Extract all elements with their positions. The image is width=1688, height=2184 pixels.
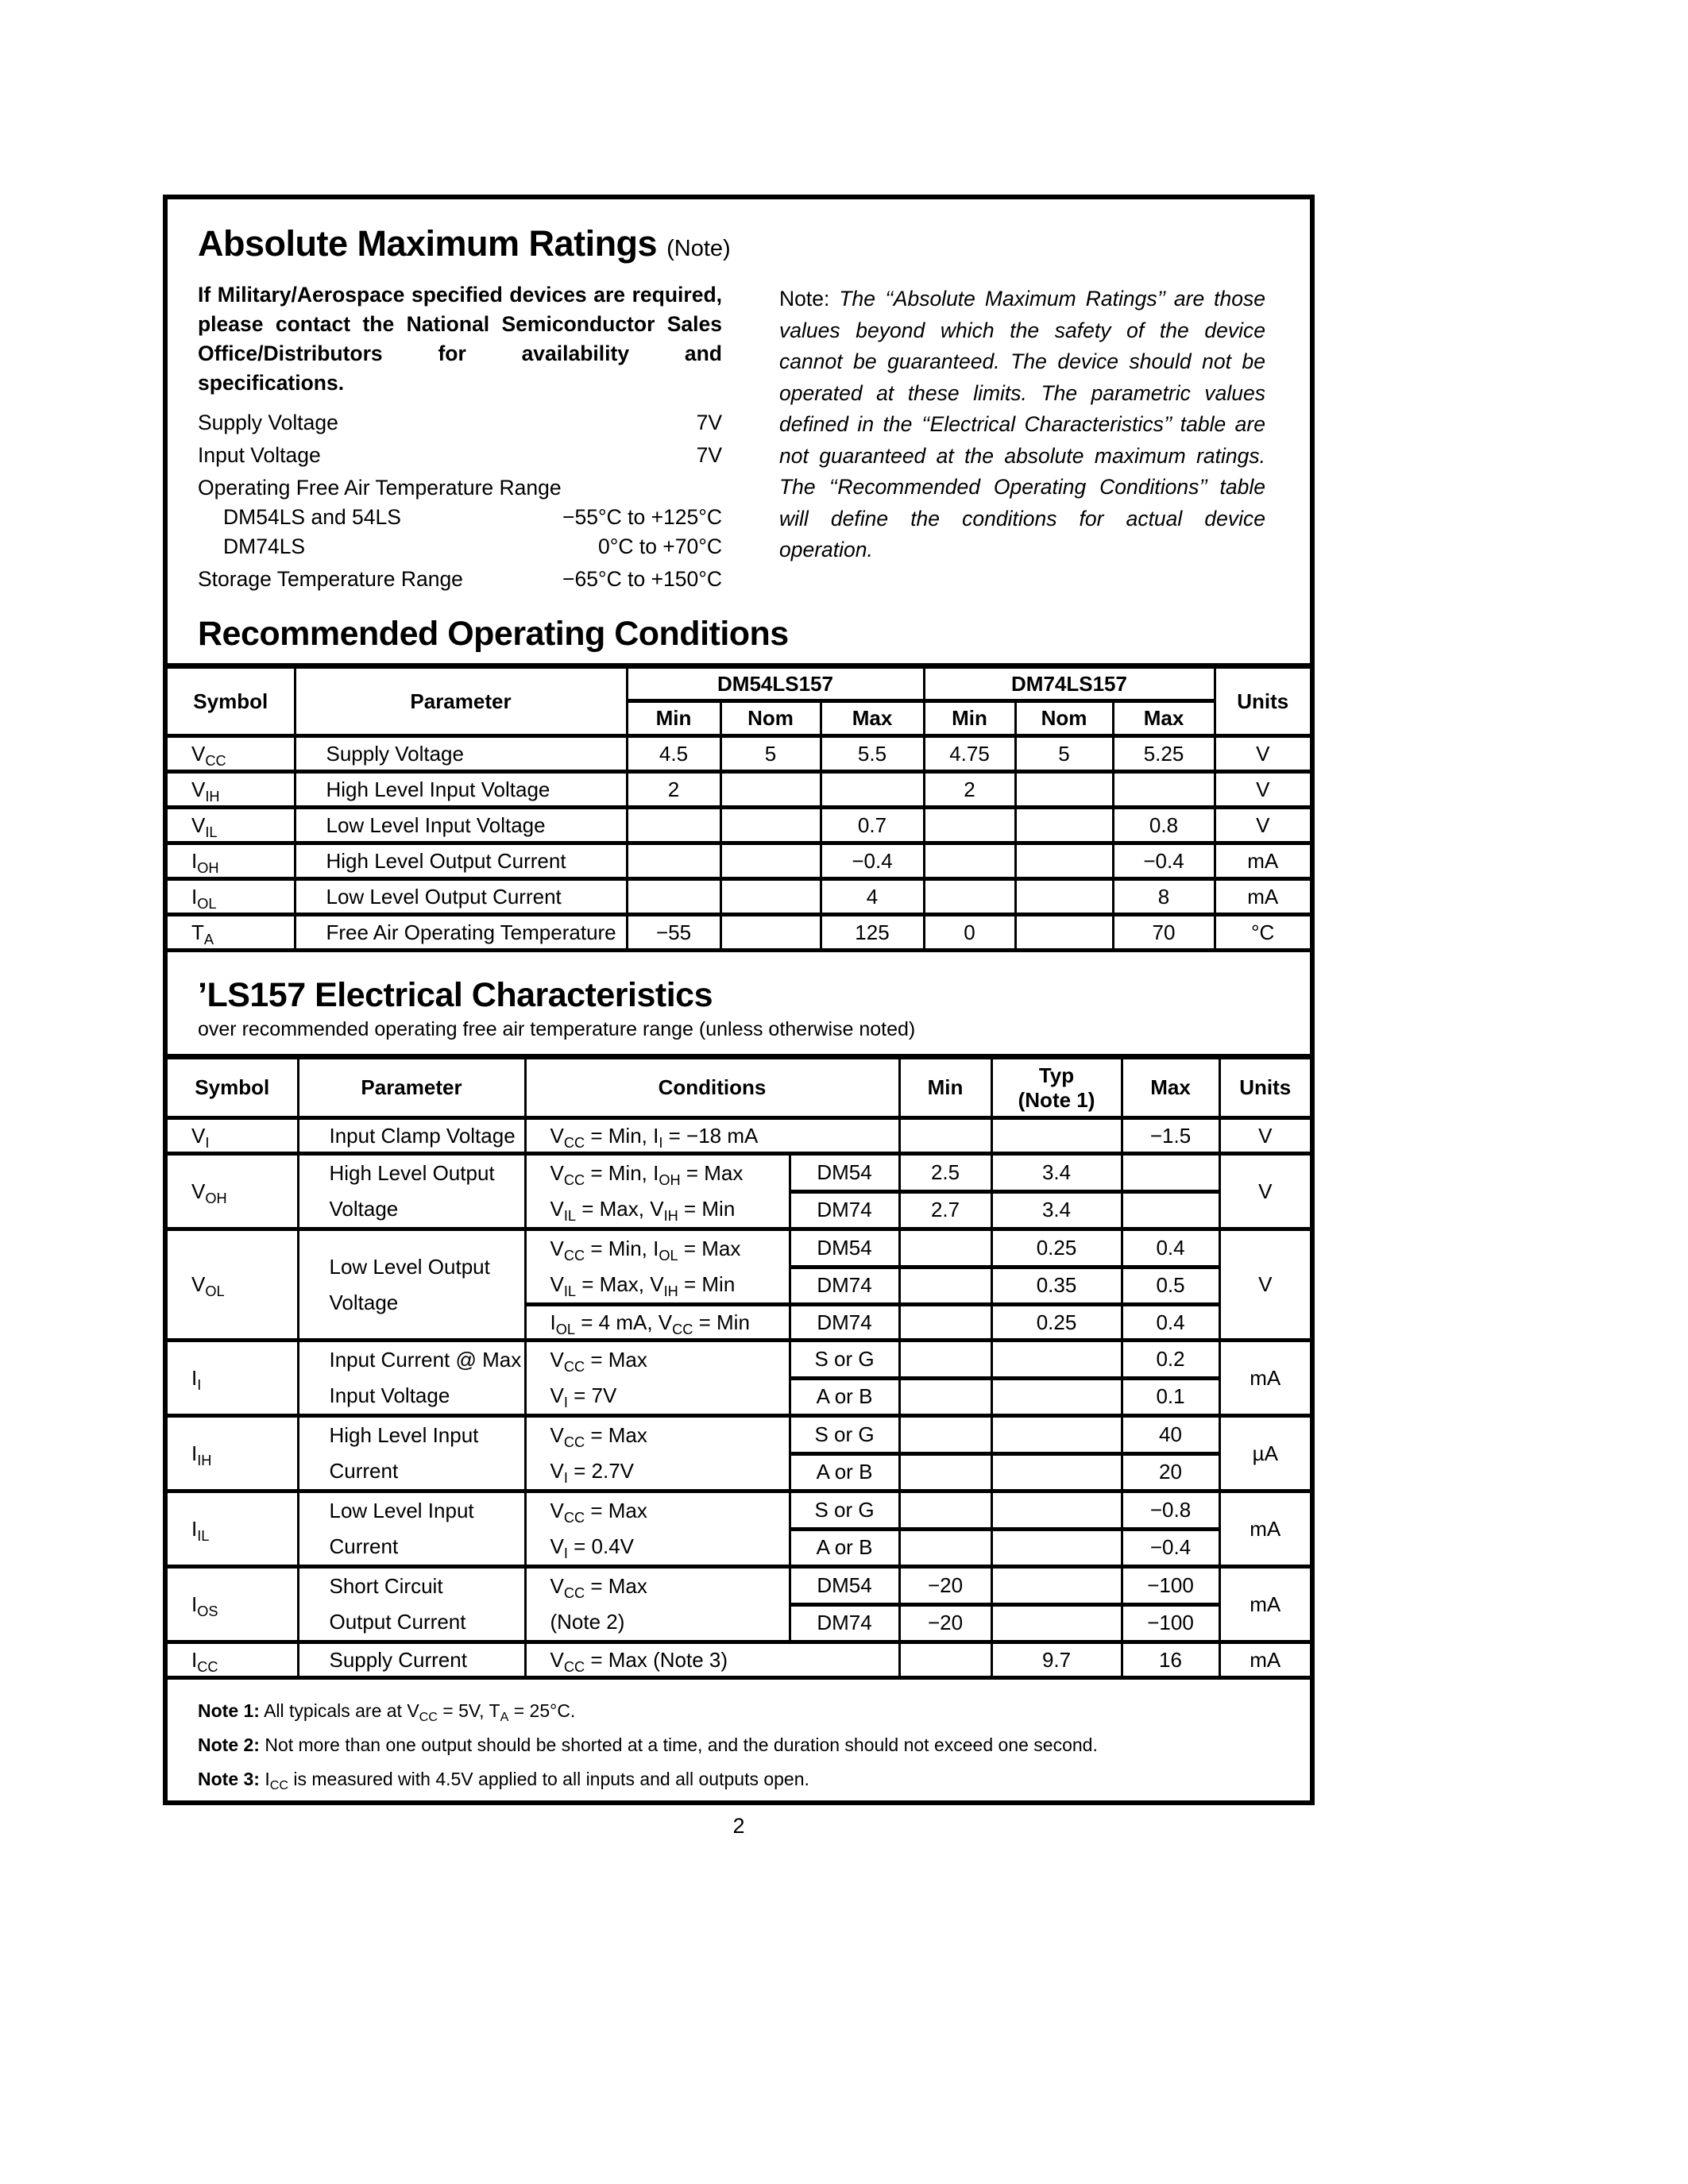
value-cell: [924, 843, 1015, 879]
footnote-text: Not more than one output should be shorted at a time, and the duration should not exceed one second.: [265, 1734, 1098, 1755]
table-row-vcc: [168, 736, 1310, 772]
spec-row-operating-temp-range: [198, 476, 722, 500]
typ-cell: [991, 1567, 1122, 1605]
table-row-ii-sorg: [168, 1341, 1310, 1379]
units-cell: µA: [1219, 1416, 1310, 1491]
value-cell: 4.75: [924, 736, 1015, 772]
value-cell: 0.8: [1113, 808, 1215, 843]
typ-cell: [991, 1529, 1122, 1567]
spec-label: Storage Temperature Range: [198, 567, 463, 591]
typ-cell: 0.25: [991, 1229, 1122, 1268]
value-cell: [627, 843, 720, 879]
condition-line: $V_I = 2.7V$: [550, 1459, 635, 1486]
ec-header-max: Max: [1122, 1057, 1219, 1118]
table-row-icc: [168, 1642, 1310, 1678]
condition-line: $V_{IL}$ = Max, $V_{IH}$ = Min: [550, 1272, 736, 1299]
signal-cell: A or B: [790, 1453, 899, 1491]
device-cell: DM74: [790, 1191, 899, 1229]
units-cell: V: [1219, 1229, 1310, 1341]
parameter-cell: [298, 1229, 525, 1341]
ec-header-typ: [991, 1057, 1122, 1118]
amr-military-notice: If Military/Aerospace specified devices are required, please contact the National Semiconductor Sales Office/Distributors for availability and specifications.: [198, 283, 722, 395]
max-cell: −100: [1122, 1567, 1219, 1605]
value-cell: −55: [627, 915, 720, 951]
spec-row-dm54ls-temp: [198, 505, 722, 529]
device-cell: DM54: [790, 1154, 899, 1192]
units-cell: mA: [1215, 843, 1310, 879]
spec-label: Input Voltage: [198, 443, 321, 467]
amr-columns: [198, 271, 1280, 591]
spec-row-input-voltage: [198, 443, 722, 467]
max-cell: 40: [1122, 1416, 1219, 1454]
units-cell: mA: [1219, 1642, 1310, 1678]
spec-row-dm74ls-temp: [198, 534, 722, 558]
condition-line: $V_{IL}$ = Max, $V_{IH}$ = Min: [550, 1197, 736, 1224]
value-cell: [720, 879, 821, 915]
conditions-cell: [525, 1567, 790, 1642]
units-cell: °C: [1215, 915, 1310, 951]
table-row-vih: [168, 772, 1310, 808]
value-cell: 5.25: [1113, 736, 1215, 772]
symbol-cell: $V_{CC}$: [168, 736, 295, 772]
amr-right-column: [779, 271, 1265, 591]
value-cell: [720, 915, 821, 951]
spec-value: −55°C to +125°C: [562, 505, 722, 529]
max-cell: −0.4: [1122, 1529, 1219, 1567]
spec-row-supply-voltage: [198, 411, 722, 434]
conditions-cell: $V_{CC}$ = Min, $I_I = -18$ mA: [525, 1118, 899, 1154]
recommended-operating-conditions-section: [168, 615, 1310, 952]
parameter-line: High Level Input: [329, 1423, 479, 1447]
min-cell: −20: [899, 1567, 991, 1605]
min-cell: [899, 1305, 991, 1341]
max-cell: 0.5: [1122, 1267, 1219, 1305]
device-cell: DM54: [790, 1567, 899, 1605]
parameter-cell: Supply Current: [298, 1642, 525, 1678]
max-cell: 16: [1122, 1642, 1219, 1678]
value-cell: 70: [1113, 915, 1215, 951]
max-cell: 0.4: [1122, 1229, 1219, 1268]
roc-header-min-54: Min: [627, 701, 720, 736]
parameter-cell: [298, 1567, 525, 1642]
table-row-ta: [168, 915, 1310, 951]
symbol-cell: $V_{IH}$: [168, 772, 295, 808]
table-row-vi: [168, 1118, 1310, 1154]
conditions-cell: $I_{OL} = 4$ mA, $V_{CC}$ = Min: [525, 1305, 790, 1341]
spec-label: Supply Voltage: [198, 411, 338, 434]
table-row-iol: [168, 879, 1310, 915]
footnotes: [198, 1700, 1280, 1793]
footnote-1: [198, 1700, 1280, 1725]
parameter-cell: Free Air Operating Temperature: [295, 915, 627, 951]
roc-header-nom-54: Nom: [720, 701, 821, 736]
spec-value: 0°C to +70°C: [598, 534, 722, 558]
table-row-ios-dm54: [168, 1567, 1310, 1605]
value-cell: [627, 879, 720, 915]
units-cell: mA: [1215, 879, 1310, 915]
roc-header-dm74ls157: DM74LS157: [924, 666, 1215, 701]
min-cell: −20: [899, 1604, 991, 1642]
max-cell: 20: [1122, 1453, 1219, 1491]
value-cell: [924, 879, 1015, 915]
value-cell: 5: [720, 736, 821, 772]
parameter-cell: High Level Output Current: [295, 843, 627, 879]
conditions-cell: [525, 1341, 790, 1416]
parameter-line: Input Current @ Max: [329, 1348, 522, 1372]
spec-row-storage-temp-range: [198, 567, 722, 591]
conditions-cell: [525, 1154, 790, 1229]
footnote-text: $I_{CC}$ is measured with 4.5V applied to all inputs and all outputs open.: [265, 1769, 809, 1793]
typ-cell: 9.7: [991, 1642, 1122, 1678]
signal-cell: S or G: [790, 1341, 899, 1379]
max-cell: −0.8: [1122, 1491, 1219, 1530]
units-cell: V: [1219, 1154, 1310, 1229]
units-cell: V: [1215, 772, 1310, 808]
amr-note-paragraph: [779, 284, 1265, 566]
condition-line: $V_{CC}$ = Max: [550, 1348, 647, 1375]
symbol-cell: $V_{OL}$: [168, 1229, 298, 1341]
device-cell: DM74: [790, 1267, 899, 1305]
table-row-iil-sorg: [168, 1491, 1310, 1530]
condition-line: $V_{CC}$ = Max: [550, 1423, 647, 1450]
value-cell: 125: [821, 915, 924, 951]
max-cell: [1122, 1191, 1219, 1229]
parameter-cell: [298, 1341, 525, 1416]
min-cell: [899, 1416, 991, 1454]
units-cell: V: [1215, 808, 1310, 843]
note-label: Note:: [779, 287, 830, 311]
condition-line: $V_I = 7V$: [550, 1383, 617, 1410]
electrical-characteristics-section: [168, 976, 1310, 1793]
typ-cell: 3.4: [991, 1191, 1122, 1229]
ec-header-typ-note: (Note 1): [1018, 1087, 1095, 1112]
value-cell: [627, 808, 720, 843]
page-number: 2: [732, 1814, 745, 1838]
value-cell: [720, 808, 821, 843]
symbol-cell: $I_{OH}$: [168, 843, 295, 879]
ec-header-parameter: Parameter: [298, 1057, 525, 1118]
roc-header-dm54ls157: DM54LS157: [627, 666, 924, 701]
spec-label: DM74LS: [223, 534, 306, 558]
min-cell: [899, 1341, 991, 1379]
parameter-cell: High Level Input Voltage: [295, 772, 627, 808]
value-cell: −0.4: [1113, 843, 1215, 879]
value-cell: [720, 772, 821, 808]
parameter-line: Current: [329, 1459, 399, 1483]
value-cell: [821, 772, 924, 808]
min-cell: [899, 1529, 991, 1567]
table-row-voh-dm54: [168, 1154, 1310, 1192]
condition-line: $V_{CC}$ = Max: [550, 1499, 647, 1526]
symbol-cell: $V_I$: [168, 1118, 298, 1154]
min-cell: [899, 1491, 991, 1530]
max-cell: 0.4: [1122, 1305, 1219, 1341]
value-cell: 5: [1015, 736, 1113, 772]
units-cell: mA: [1219, 1491, 1310, 1567]
spec-value: 7V: [696, 411, 722, 434]
min-cell: [899, 1453, 991, 1491]
symbol-cell: $I_{OS}$: [168, 1567, 298, 1642]
parameter-line: Low Level Input: [329, 1499, 474, 1522]
value-cell: [1015, 772, 1113, 808]
signal-cell: A or B: [790, 1529, 899, 1567]
symbol-cell: $V_{IL}$: [168, 808, 295, 843]
amr-spec-list: [198, 411, 722, 591]
value-cell: [924, 808, 1015, 843]
recommended-operating-conditions-table: [168, 663, 1310, 952]
amr-left-column: [198, 271, 722, 591]
value-cell: 5.5: [821, 736, 924, 772]
condition-line: $V_{CC}$ = Min, $I_{OH}$ = Max: [550, 1161, 744, 1188]
value-cell: 0.7: [821, 808, 924, 843]
min-cell: 2.5: [899, 1154, 991, 1192]
symbol-cell: $I_{IL}$: [168, 1491, 298, 1567]
value-cell: [720, 843, 821, 879]
units-cell: V: [1219, 1118, 1310, 1154]
roc-header-max-74: Max: [1113, 701, 1215, 736]
conditions-cell: $V_{CC}$ = Max (Note 3): [525, 1642, 899, 1678]
units-cell: mA: [1219, 1567, 1310, 1642]
max-cell: 0.1: [1122, 1378, 1219, 1416]
typ-cell: [991, 1118, 1122, 1154]
typ-cell: 3.4: [991, 1154, 1122, 1192]
table-row-vil: [168, 808, 1310, 843]
table-row-vol-dm54: [168, 1229, 1310, 1268]
min-cell: [899, 1642, 991, 1678]
ec-header-units: Units: [1219, 1057, 1310, 1118]
symbol-cell: $I_I$: [168, 1341, 298, 1416]
parameter-cell: [298, 1491, 525, 1567]
spec-value: −65°C to +150°C: [562, 567, 722, 591]
signal-cell: S or G: [790, 1416, 899, 1454]
typ-cell: [991, 1604, 1122, 1642]
parameter-cell: [298, 1416, 525, 1491]
value-cell: [1015, 915, 1113, 951]
roc-header-max-54: Max: [821, 701, 924, 736]
max-cell: 0.2: [1122, 1341, 1219, 1379]
roc-header-nom-74: Nom: [1015, 701, 1113, 736]
value-cell: 4: [821, 879, 924, 915]
note-text: The ‘‘Absolute Maximum Ratings’’ are those values beyond which the safety of the device cannot be guaranteed. The device should not be operated at these limits. The parametric values defined in the ‘‘Electrical Characteristics’’ table are not guaranteed at the absolute maximum ratings. The ‘‘Recommended Operating Conditions’’ table will define the conditions for actual device operation.: [779, 287, 1265, 561]
value-cell: 0: [924, 915, 1015, 951]
table-row-ioh: [168, 843, 1310, 879]
amr-title: [198, 223, 1280, 264]
signal-cell: A or B: [790, 1378, 899, 1416]
device-cell: DM74: [790, 1604, 899, 1642]
min-cell: 2.7: [899, 1191, 991, 1229]
typ-cell: [991, 1416, 1122, 1454]
condition-line: $V_I = 0.4V$: [550, 1534, 635, 1561]
value-cell: 2: [627, 772, 720, 808]
footnote-label: Note 1:: [198, 1700, 260, 1721]
spec-label: Operating Free Air Temperature Range: [198, 476, 562, 500]
parameter-line: Current: [329, 1534, 399, 1558]
typ-cell: [991, 1453, 1122, 1491]
roc-title: Recommended Operating Conditions: [198, 615, 789, 653]
ec-header-typ-label: Typ: [1038, 1063, 1075, 1087]
value-cell: [1113, 772, 1215, 808]
parameter-line: Voltage: [329, 1290, 399, 1314]
amr-title-note-suffix: (Note): [666, 236, 731, 261]
value-cell: [1015, 879, 1113, 915]
value-cell: 4.5: [627, 736, 720, 772]
condition-line: $V_{CC}$ = Max: [550, 1574, 647, 1601]
parameter-line: Input Voltage: [329, 1383, 450, 1407]
min-cell: [899, 1378, 991, 1416]
min-cell: [899, 1267, 991, 1305]
typ-cell: [991, 1378, 1122, 1416]
footnote-3: [198, 1769, 1280, 1793]
parameter-cell: Input Clamp Voltage: [298, 1118, 525, 1154]
typ-cell: [991, 1341, 1122, 1379]
absolute-maximum-ratings-section: [168, 223, 1310, 591]
roc-header-units: Units: [1215, 666, 1310, 736]
conditions-cell: [525, 1416, 790, 1491]
parameter-line: Voltage: [329, 1197, 399, 1221]
value-cell: 8: [1113, 879, 1215, 915]
ec-header-min: Min: [899, 1057, 991, 1118]
symbol-cell: $V_{OH}$: [168, 1154, 298, 1229]
footnote-text: All typicals are at $V_{CC} = 5V$, $T_A = 25^\circ C$.: [264, 1700, 576, 1725]
footnote-2: [198, 1734, 1280, 1756]
min-cell: [899, 1118, 991, 1154]
roc-header-parameter: Parameter: [295, 666, 627, 736]
parameter-line: Output Current: [329, 1610, 466, 1634]
max-cell: −1.5: [1122, 1118, 1219, 1154]
ec-subtitle: over recommended operating free air temperature range (unless otherwise noted): [198, 1018, 916, 1040]
value-cell: [1015, 843, 1113, 879]
condition-line: (Note 2): [550, 1610, 625, 1634]
device-cell: DM54: [790, 1229, 899, 1268]
symbol-cell: $T_A$: [168, 915, 295, 951]
amr-title-text: Absolute Maximum Ratings: [198, 223, 658, 264]
units-cell: mA: [1219, 1341, 1310, 1416]
value-cell: −0.4: [821, 843, 924, 879]
min-cell: [899, 1229, 991, 1268]
symbol-cell: $I_{CC}$: [168, 1642, 298, 1678]
table-row-iih-sorg: [168, 1416, 1310, 1454]
parameter-cell: Low Level Output Current: [295, 879, 627, 915]
typ-cell: [991, 1491, 1122, 1530]
conditions-cell: [525, 1229, 790, 1305]
ec-header-conditions: Conditions: [525, 1057, 899, 1118]
footnote-label: Note 2:: [198, 1734, 260, 1755]
signal-cell: S or G: [790, 1491, 899, 1530]
footnote-label: Note 3:: [198, 1769, 260, 1789]
typ-cell: 0.25: [991, 1305, 1122, 1341]
ec-header-symbol: Symbol: [168, 1057, 298, 1118]
ec-title: ’LS157 Electrical Characteristics: [198, 976, 713, 1014]
symbol-cell: $I_{IH}$: [168, 1416, 298, 1491]
conditions-cell: [525, 1491, 790, 1567]
condition-line: $V_{CC}$ = Min, $I_{OL}$ = Max: [550, 1237, 741, 1264]
typ-cell: 0.35: [991, 1267, 1122, 1305]
electrical-characteristics-table: [168, 1054, 1310, 1680]
parameter-cell: Supply Voltage: [295, 736, 627, 772]
parameter-line: Short Circuit: [329, 1574, 443, 1598]
max-cell: [1122, 1154, 1219, 1192]
spec-value: 7V: [696, 443, 722, 467]
value-cell: 2: [924, 772, 1015, 808]
roc-header-min-74: Min: [924, 701, 1015, 736]
roc-header-symbol: Symbol: [168, 666, 295, 736]
spec-label: DM54LS and 54LS: [223, 505, 401, 529]
value-cell: [1015, 808, 1113, 843]
parameter-line: High Level Output: [329, 1161, 495, 1185]
document-frame: [163, 195, 1315, 1805]
parameter-cell: [298, 1154, 525, 1229]
parameter-line: Low Level Output: [329, 1254, 490, 1279]
symbol-cell: $I_{OL}$: [168, 879, 295, 915]
parameter-cell: Low Level Input Voltage: [295, 808, 627, 843]
units-cell: V: [1215, 736, 1310, 772]
max-cell: −100: [1122, 1604, 1219, 1642]
device-cell: DM74: [790, 1305, 899, 1341]
